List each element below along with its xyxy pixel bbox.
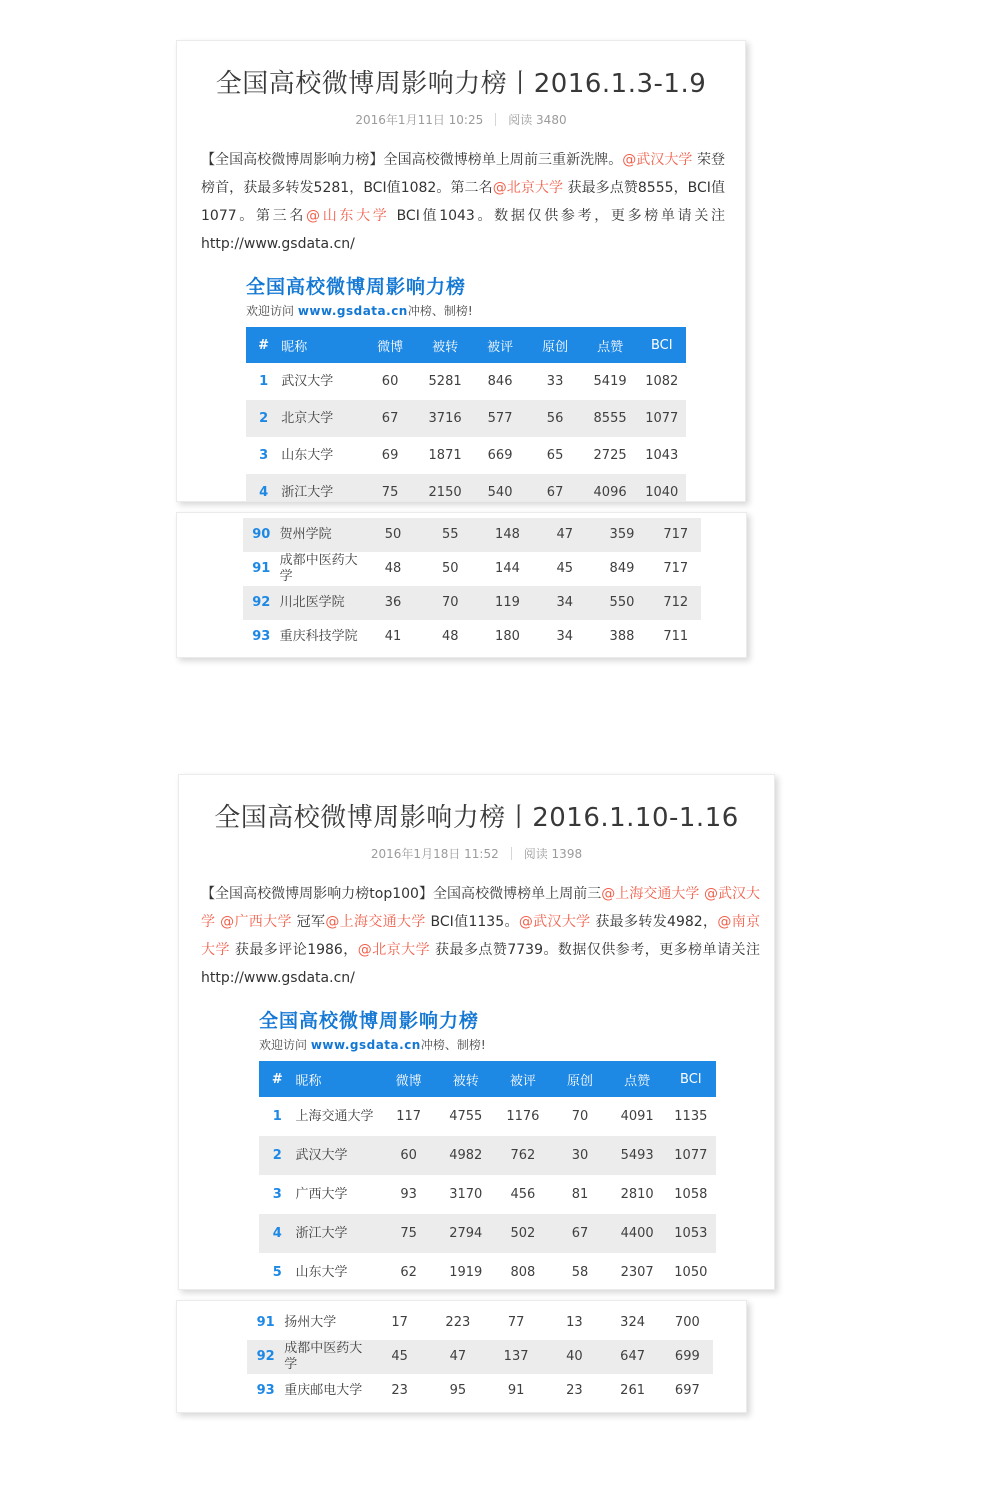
table-row xyxy=(259,1097,716,1136)
column-header: BCI xyxy=(680,1071,702,1087)
mention-link[interactable]: @广西大学 xyxy=(220,914,292,930)
value-cell: 1058 xyxy=(674,1186,708,1202)
value-cell: 148 xyxy=(495,527,520,542)
mention-link[interactable]: @上海交通大学 xyxy=(325,914,426,930)
value-cell: 56 xyxy=(546,410,564,426)
value-cell: 324 xyxy=(620,1315,645,1330)
value-cell: 4755 xyxy=(449,1108,483,1124)
summary-text: BCI值1043。数据仅供参考，更多榜单请关注 http://www.gsdata.cn/ xyxy=(201,208,726,252)
value-cell: 4982 xyxy=(449,1147,483,1163)
account-name-cell[interactable]: 山东大学 xyxy=(295,1264,348,1280)
overflow-table-card-week2 xyxy=(176,1300,747,1413)
value-cell: 33 xyxy=(546,373,564,389)
value-cell: 388 xyxy=(609,629,635,644)
value-cell: 711 xyxy=(663,629,689,644)
column-header: # xyxy=(258,337,270,353)
value-cell: 3170 xyxy=(449,1186,483,1202)
article-date: 2016年1月11日 10:25 xyxy=(355,113,484,127)
table-row xyxy=(246,363,686,400)
article-title: 全国高校微博周影响力榜丨2016.1.10-1.16 xyxy=(214,803,739,833)
rank-cell: 92 xyxy=(256,1349,275,1364)
account-name-cell[interactable]: 成都中医药大学 xyxy=(284,1341,363,1372)
value-cell: 69 xyxy=(381,447,399,463)
value-cell: 4091 xyxy=(620,1108,654,1124)
value-cell: 45 xyxy=(556,561,573,576)
value-cell: 137 xyxy=(503,1349,529,1364)
column-header: 点赞 xyxy=(624,1073,651,1089)
value-cell: 13 xyxy=(566,1315,583,1330)
column-header: 被转 xyxy=(432,339,459,355)
column-header: 原创 xyxy=(542,339,569,355)
account-name-cell[interactable]: 上海交通大学 xyxy=(295,1108,374,1124)
table-row xyxy=(243,518,701,552)
value-cell: 669 xyxy=(487,447,513,463)
value-cell: 75 xyxy=(381,484,399,500)
value-cell: 47 xyxy=(556,527,573,542)
value-cell: 699 xyxy=(674,1349,700,1364)
ranking-widget xyxy=(246,272,686,502)
value-cell: 180 xyxy=(495,629,520,644)
value-cell: 48 xyxy=(384,561,402,576)
value-cell: 1077 xyxy=(674,1147,708,1163)
mention-link[interactable]: @北京大学 xyxy=(492,180,564,196)
value-cell: 34 xyxy=(556,595,573,610)
meta-divider xyxy=(495,113,496,126)
column-header: BCI xyxy=(650,337,673,353)
table-header-row xyxy=(259,1061,716,1097)
value-cell: 223 xyxy=(445,1315,471,1330)
value-cell: 1135 xyxy=(674,1108,708,1124)
article-summary xyxy=(201,146,725,258)
table-row xyxy=(243,552,701,586)
value-cell: 456 xyxy=(510,1186,536,1202)
account-name-cell[interactable]: 浙江大学 xyxy=(295,1225,348,1241)
value-cell: 2307 xyxy=(620,1264,654,1280)
value-cell: 359 xyxy=(609,527,635,542)
summary-text: 冠军 xyxy=(291,914,326,930)
value-cell: 41 xyxy=(384,629,402,644)
value-cell: 23 xyxy=(391,1383,408,1398)
value-cell: 45 xyxy=(391,1349,408,1364)
rank-cell: 91 xyxy=(256,1315,275,1330)
article-summary xyxy=(201,880,760,992)
value-cell: 17 xyxy=(391,1315,408,1330)
value-cell: 81 xyxy=(571,1186,589,1202)
value-cell: 117 xyxy=(396,1108,422,1124)
ranking-table xyxy=(259,1061,716,1290)
account-name-cell[interactable]: 武汉大学 xyxy=(281,373,334,389)
value-cell: 119 xyxy=(495,595,520,610)
column-header: 被评 xyxy=(487,339,514,355)
value-cell: 540 xyxy=(487,484,513,500)
welcome-suffix: 冲榜、制榜! xyxy=(420,1038,486,1052)
value-cell: 2810 xyxy=(620,1186,654,1202)
overflow-table xyxy=(247,1306,713,1408)
value-cell: 2725 xyxy=(593,447,627,463)
column-header: 昵称 xyxy=(295,1073,322,1089)
table-body xyxy=(246,363,686,502)
widget-welcome-line xyxy=(246,302,686,319)
welcome-prefix: 欢迎访问 xyxy=(259,1038,311,1052)
account-name-cell[interactable]: 扬州大学 xyxy=(284,1315,337,1330)
value-cell: 1176 xyxy=(506,1108,540,1124)
account-name-cell[interactable]: 川北医学院 xyxy=(279,595,345,610)
mention-link[interactable]: @北京大学 xyxy=(357,942,431,958)
rank-cell: 3 xyxy=(259,447,269,463)
summary-text: 获最多转发4982， xyxy=(590,914,718,930)
rank-cell: 4 xyxy=(272,1225,282,1241)
summary-text: 获最多点赞8555，BCI值1077。第三名 xyxy=(201,180,725,224)
value-cell: 144 xyxy=(495,561,520,576)
table-body xyxy=(259,1097,716,1290)
rank-cell: 91 xyxy=(252,561,271,576)
value-cell: 717 xyxy=(663,561,689,576)
value-cell: 808 xyxy=(510,1264,536,1280)
value-cell: 30 xyxy=(571,1147,589,1163)
value-cell: 1871 xyxy=(428,447,462,463)
table-row xyxy=(259,1136,716,1175)
account-name-cell[interactable]: 浙江大学 xyxy=(281,484,334,500)
value-cell: 762 xyxy=(510,1147,536,1163)
value-cell: 65 xyxy=(546,447,564,463)
rank-cell: 90 xyxy=(252,527,271,542)
summary-text: 【全国高校微博周影响力榜top100】全国高校微博榜单上周前三 xyxy=(201,886,602,902)
table-row xyxy=(246,474,686,502)
read-count: 阅读 1398 xyxy=(523,847,583,861)
column-header: 微博 xyxy=(395,1073,422,1089)
value-cell: 5419 xyxy=(593,373,627,389)
article-meta xyxy=(177,111,745,128)
value-cell: 8555 xyxy=(593,410,627,426)
account-name-cell[interactable]: 广西大学 xyxy=(295,1186,348,1202)
value-cell: 1919 xyxy=(449,1264,483,1280)
summary-text: 荣登榜首，获最多转发5281，BCI值1082。第二名 xyxy=(201,152,726,196)
overflow-table xyxy=(243,518,701,654)
account-name-cell[interactable]: 重庆邮电大学 xyxy=(284,1383,363,1398)
widget-brand-title: 全国高校微博周影响力榜 xyxy=(246,276,467,298)
article-title: 全国高校微博周影响力榜丨2016.1.3-1.9 xyxy=(215,69,707,99)
value-cell: 62 xyxy=(400,1264,417,1280)
value-cell: 23 xyxy=(566,1383,583,1398)
value-cell: 67 xyxy=(381,410,399,426)
meta-divider xyxy=(511,847,512,860)
value-cell: 1053 xyxy=(674,1225,708,1241)
value-cell: 1043 xyxy=(645,447,679,463)
value-cell: 846 xyxy=(487,373,513,389)
table-row xyxy=(243,586,701,620)
value-cell: 93 xyxy=(400,1186,417,1202)
value-cell: 849 xyxy=(609,561,635,576)
summary-text: 【全国高校微博周影响力榜】全国高校微博榜单上周前三重新洗牌。 xyxy=(201,152,623,168)
mention-link[interactable]: @武汉大学 xyxy=(201,886,761,930)
welcome-prefix: 欢迎访问 xyxy=(246,304,298,318)
account-name-cell[interactable]: 重庆科技学院 xyxy=(279,629,358,644)
rank-cell: 4 xyxy=(259,484,269,500)
value-cell: 700 xyxy=(674,1315,700,1330)
rank-cell: 5 xyxy=(272,1264,282,1280)
column-header: 被评 xyxy=(509,1073,536,1089)
value-cell: 50 xyxy=(384,527,402,542)
value-cell: 712 xyxy=(663,595,689,610)
value-cell: 70 xyxy=(571,1108,589,1124)
rank-cell: 93 xyxy=(256,1383,275,1398)
value-cell: 5281 xyxy=(428,373,462,389)
value-cell: 577 xyxy=(487,410,513,426)
summary-text: BCI值1135。 xyxy=(425,914,519,930)
column-header: 原创 xyxy=(567,1073,594,1089)
column-header: # xyxy=(271,1071,283,1087)
table-row xyxy=(247,1340,713,1374)
rank-cell: 1 xyxy=(259,373,269,389)
value-cell: 5493 xyxy=(620,1147,654,1163)
value-cell: 91 xyxy=(507,1383,525,1398)
widget-welcome-line xyxy=(259,1036,716,1053)
value-cell: 261 xyxy=(620,1383,645,1398)
value-cell: 4096 xyxy=(593,484,627,500)
value-cell: 34 xyxy=(556,629,573,644)
table-row xyxy=(259,1175,716,1214)
value-cell: 502 xyxy=(510,1225,536,1241)
table-row xyxy=(246,400,686,437)
table-row xyxy=(243,620,701,654)
value-cell: 550 xyxy=(609,595,635,610)
read-count: 阅读 3480 xyxy=(508,113,567,127)
rank-cell: 93 xyxy=(252,629,271,644)
article-card-week2 xyxy=(178,774,775,1290)
value-cell: 4400 xyxy=(620,1225,654,1241)
article-date: 2016年1月18日 11:52 xyxy=(370,847,499,861)
welcome-suffix: 冲榜、制榜! xyxy=(407,304,473,318)
value-cell: 60 xyxy=(381,373,399,389)
mention-link[interactable]: @山东大学 xyxy=(306,208,390,224)
rank-cell: 3 xyxy=(272,1186,282,1202)
rank-cell: 2 xyxy=(272,1147,282,1163)
column-header: 被转 xyxy=(452,1073,479,1089)
column-header: 微博 xyxy=(377,339,404,355)
account-name-cell[interactable]: 贺州学院 xyxy=(279,527,332,542)
widget-brand-title: 全国高校微博周影响力榜 xyxy=(259,1010,480,1032)
value-cell: 647 xyxy=(620,1349,645,1364)
value-cell: 2794 xyxy=(449,1225,483,1241)
column-header: 昵称 xyxy=(281,339,308,355)
value-cell: 58 xyxy=(571,1264,589,1280)
value-cell: 1050 xyxy=(674,1264,708,1280)
value-cell: 1040 xyxy=(645,484,679,500)
mention-link[interactable]: @武汉大学 xyxy=(622,152,693,168)
value-cell: 40 xyxy=(566,1349,583,1364)
account-name-cell[interactable]: 成都中医药大学 xyxy=(279,553,358,584)
value-cell: 60 xyxy=(400,1147,417,1163)
value-cell: 67 xyxy=(571,1225,589,1241)
column-header: 点赞 xyxy=(597,339,624,355)
value-cell: 47 xyxy=(449,1349,467,1364)
table-row xyxy=(247,1374,713,1408)
gsdata-link[interactable]: www.gsdata.cn xyxy=(297,304,408,318)
table-row xyxy=(259,1253,716,1290)
rank-cell: 92 xyxy=(252,595,271,610)
account-name-cell[interactable]: 武汉大学 xyxy=(295,1147,348,1163)
value-cell: 77 xyxy=(507,1315,525,1330)
value-cell: 1077 xyxy=(645,410,679,426)
ranking-table xyxy=(246,327,686,502)
value-cell: 1082 xyxy=(645,373,679,389)
value-cell: 697 xyxy=(674,1383,700,1398)
summary-text: 获最多评论1986， xyxy=(229,942,358,958)
account-name-cell[interactable]: 北京大学 xyxy=(281,410,334,426)
value-cell: 717 xyxy=(663,527,689,542)
value-cell: 75 xyxy=(400,1225,417,1241)
summary-text: 获最多点赞7739。数据仅供参考，更多榜单请关注 http://www.gsdata.cn/ xyxy=(201,942,761,986)
account-name-cell[interactable]: 山东大学 xyxy=(281,447,334,463)
table-row xyxy=(259,1214,716,1253)
value-cell: 95 xyxy=(449,1383,467,1398)
value-cell: 70 xyxy=(441,595,459,610)
gsdata-link[interactable]: www.gsdata.cn xyxy=(310,1038,421,1052)
value-cell: 2150 xyxy=(428,484,462,500)
article-card-week1 xyxy=(176,40,746,502)
mention-link[interactable]: @武汉大学 xyxy=(518,914,591,930)
value-cell: 36 xyxy=(384,595,402,610)
article-meta xyxy=(179,845,774,862)
rank-cell: 2 xyxy=(259,410,269,426)
rank-cell: 1 xyxy=(272,1108,282,1124)
mention-link[interactable]: @南京大学 xyxy=(201,914,761,958)
mention-link[interactable]: @上海交通大学 xyxy=(601,886,700,902)
table-row xyxy=(246,437,686,474)
table-header-row xyxy=(246,327,686,363)
value-cell: 3716 xyxy=(428,410,462,426)
value-cell: 55 xyxy=(441,527,459,542)
table-row xyxy=(247,1306,713,1340)
value-cell: 67 xyxy=(546,484,564,500)
overflow-table-card-week1 xyxy=(176,512,747,658)
value-cell: 50 xyxy=(441,561,459,576)
value-cell: 48 xyxy=(441,629,459,644)
ranking-widget xyxy=(259,1006,716,1290)
